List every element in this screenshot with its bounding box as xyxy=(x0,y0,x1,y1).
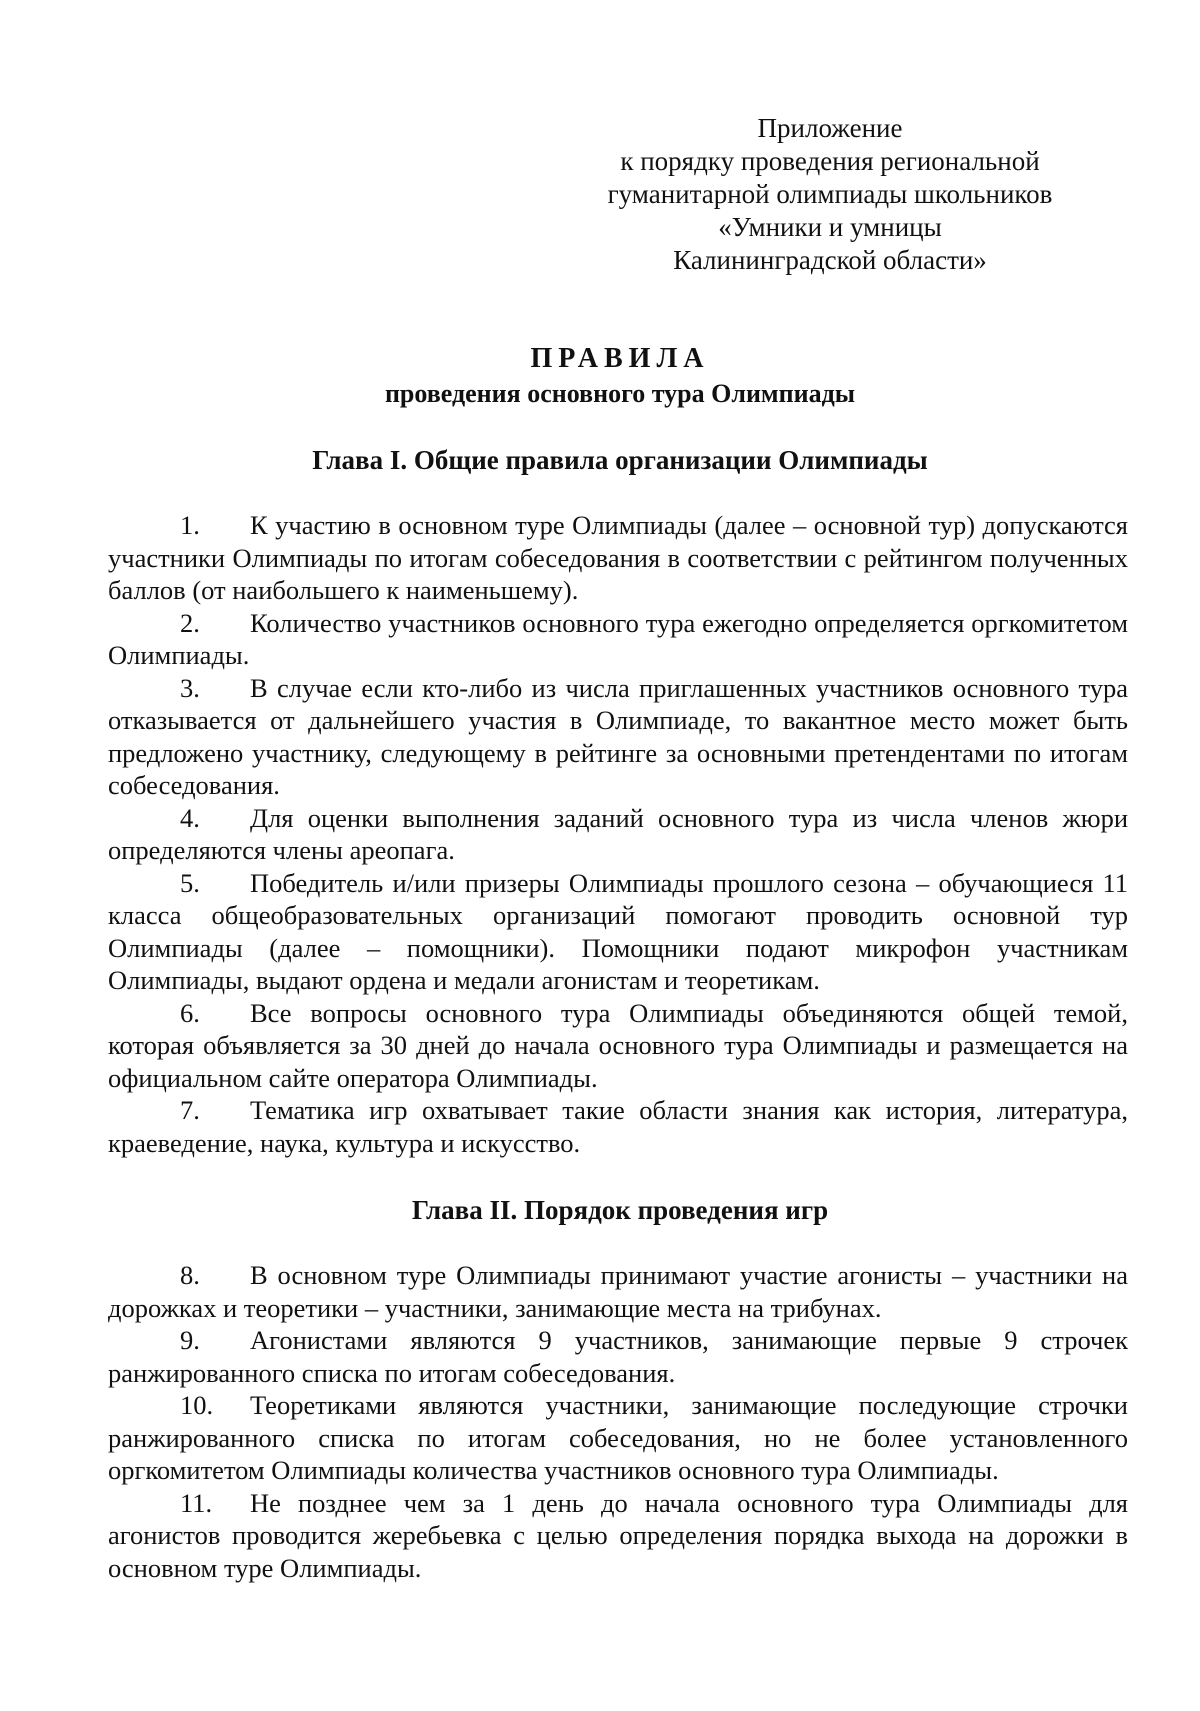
chapter-1-items xyxy=(108,509,1128,1159)
rule-item xyxy=(108,509,1128,607)
rule-number: 2. xyxy=(180,607,200,638)
rule-item xyxy=(108,1259,1128,1324)
appendix-line: гуманитарной олимпиады школьников xyxy=(607,179,1053,209)
rule-number: 9. xyxy=(180,1325,200,1355)
rule-item xyxy=(108,1487,1128,1585)
rule-number: 3. xyxy=(180,672,200,703)
rule-item xyxy=(108,1389,1128,1487)
rule-item xyxy=(108,607,1128,672)
rule-number: 4. xyxy=(180,802,200,833)
rule-number: 5. xyxy=(180,867,200,898)
rule-item xyxy=(108,867,1128,997)
rule-number: 10. xyxy=(180,1390,214,1420)
rule-text: К участию в основном туре Олимпиады (далее – основной тур) допускаются участники Олимпиады по итогам собеседования в соответствии с рейтингом полученных баллов (от наибольшего к наименьшему). xyxy=(108,510,1128,605)
rule-text: Победитель и/или призеры Олимпиады прошлого сезона – обучающиеся 11 класса общеобразовательных организаций помогают проводить основной тур Олимпиады (далее – помощники). Помощники подают микрофон участникам Олимпиады, выдают ордена и медали агонистам и теоретикам. xyxy=(108,867,1128,995)
rule-number: 7. xyxy=(180,1095,200,1125)
rule-text: Количество участников основного тура ежегодно определяется оргкомитетом Олимпиады. xyxy=(108,607,1128,670)
rule-text: Агонистами являются 9 участников, занимающие первые 9 строчек ранжированного списка по итогам собеседования. xyxy=(108,1325,1128,1388)
rule-text: Для оценки выполнения заданий основного тура из числа членов жюри определяются члены ареопага. xyxy=(108,802,1128,865)
chapter-2-title: Глава II. Порядок проведения игр xyxy=(411,1195,829,1225)
appendix-line: к порядку проведения региональной xyxy=(620,146,1040,176)
rule-text: Не позднее чем за 1 день до начала основного тура Олимпиады для агонистов проводится жеребьевка с целью определения порядка выхода на дорожки в основном туре Олимпиады. xyxy=(108,1487,1128,1583)
appendix-header xyxy=(560,112,1100,277)
rule-number: 6. xyxy=(180,997,200,1028)
appendix-line: «Умники и умницы xyxy=(718,212,942,242)
rule-text: В случае если кто-либо из числа приглашенных участников основного тура отказывается от дальнейшего участия в Олимпиаде, то вакантное место может быть предложено участнику, следующему в рейтинге за основными претендентами по итогам собеседования. xyxy=(108,672,1128,800)
rule-item xyxy=(108,997,1128,1095)
rule-item xyxy=(108,1094,1128,1159)
chapter-1-title: Глава I. Общие правила организации Олимпиады xyxy=(312,445,928,475)
document-title: ПРАВИЛА xyxy=(530,343,710,374)
document-subtitle: проведения основного тура Олимпиады xyxy=(384,379,856,408)
appendix-line: Приложение xyxy=(757,113,903,143)
rule-text: В основном туре Олимпиады принимают участие агонисты – участники на дорожках и теоретики – участники, занимающие места на трибунах. xyxy=(108,1260,1128,1323)
rule-item xyxy=(108,672,1128,802)
appendix-line: Калининградской области» xyxy=(673,245,987,275)
rule-item xyxy=(108,1324,1128,1389)
chapter-2-items xyxy=(108,1259,1128,1584)
rule-number: 11. xyxy=(180,1487,213,1518)
rule-item xyxy=(108,802,1128,867)
rule-text: Все вопросы основного тура Олимпиады объединяются общей темой, которая объявляется за 30 дней до начала основного тура Олимпиады и размещается на официальном сайте оператора Олимпиады. xyxy=(108,997,1128,1093)
rule-number: 1. xyxy=(180,510,200,540)
rule-number: 8. xyxy=(180,1260,200,1290)
rule-text: Теоретиками являются участники, занимающие последующие строчки ранжированного списка по итогам собеседования, но не более установленного оргкомитетом Олимпиады количества участников основного тура Олимпиады. xyxy=(108,1390,1128,1485)
rule-text: Тематика игр охватывает такие области знания как история, литература, краеведение, наука, культура и искусство. xyxy=(108,1095,1128,1158)
